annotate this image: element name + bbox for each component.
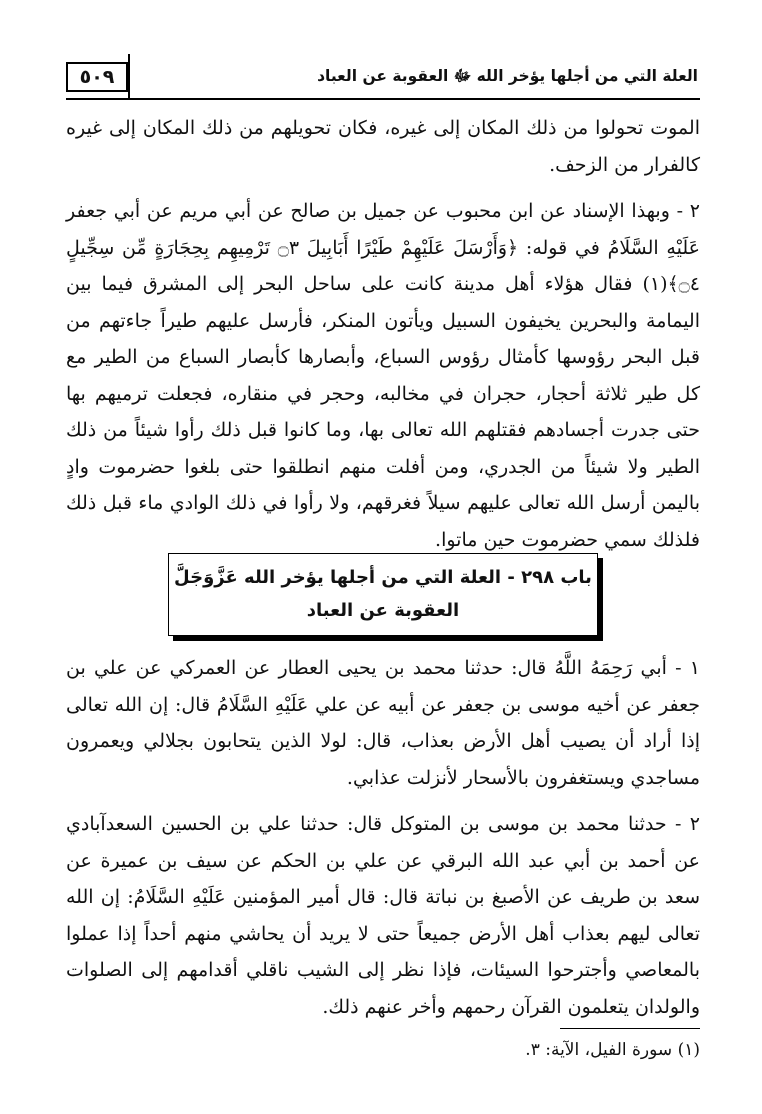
paragraph-hadith-2b: ٢ - حدثنا محمد بن موسى بن المتوكل قال: حدثنا علي بن الحسين السعدآبادي عن أحمد بن أبي عبد الله البرقي عن علي بن الحكم عن سيف بن عميرة عن سعد بن طريف عن الأصبغ بن نباتة قال: قال أمير المؤمنين عَلَيْهِ السَّلَامُ: إن الله تعالى ليهم بعذاب أهل الأرض جميعاً حتى لا يريد أن يحاشي منهم أحداً إذا عملوا بالمعاصي وأجترحوا السيئات، فإذا نظر إلى الشيب ناقلي أقدامهم إلى الصلوات والولدان يتعلمون القرآن رحمهم وأخر عنهم ذلك. (66, 813, 700, 1018)
footnote-divider (560, 1028, 700, 1029)
top-text-block (66, 110, 700, 558)
header-separator (128, 54, 130, 98)
chapter-heading-line-1: باب ٢٩٨ - العلة التي من أجلها يؤخر الله عَزَّوَجَلَّ (174, 567, 592, 588)
running-title: العلة التي من أجلها يؤخر الله ﷻ العقوبة عن العباد (317, 67, 698, 85)
footnote: (١) سورة الفيل، الآية: ٣. (525, 1040, 700, 1060)
chapter-heading-box (168, 553, 598, 636)
page-header (66, 50, 700, 100)
paragraph-continuation: الموت تحولوا من ذلك المكان إلى غيره، فكان تحويلهم من ذلك المكان إلى غيره كالفرار من الزحف. (66, 117, 700, 176)
chapter-heading-line-2: العقوبة عن العباد (306, 600, 460, 621)
page-number: ٥٠٩ (66, 62, 128, 92)
bottom-text-block (66, 650, 700, 1025)
paragraph-hadith-1: ١ - أبي رَحِمَهُ اللَّهُ قال: حدثنا محمد بن يحيى العطار عن العمركي عن علي بن جعفر عن أخيه موسى بن جعفر عن أبيه عن علي عَلَيْهِ السَّلَامُ قال: إن الله تعالى إذا أراد أن يصيب أهل الأرض بعذاب، قال: لولا الذين يتحابون بجلالي ويعمرون مساجدي ويستغفرون بالأسحار لأنزلت عذابي. (66, 657, 700, 789)
paragraph-hadith-2: ٢ - وبهذا الإسناد عن ابن محبوب عن جميل بن صالح عن أبي مريم عن أبي جعفر عَلَيْهِ السَّلَامُ في قوله: ﴿وَأَرْسَلَ عَلَيْهِمْ طَيْرًا أَبَابِيلَ ۝٣ تَرْمِيهِم بِحِجَارَةٍ مِّن سِجِّيلٍ ۝٤﴾(١) فقال هؤلاء أهل مدينة كانت على ساحل البحر إلى المشرق فيما بين اليمامة والبحرين يخيفون السبيل ويأتون المنكر، فأرسل عليهم طيراً جاءتهم من قبل البحر رؤوسها كأمثال رؤوس السباع، وأبصارها كأبصار السباع من الطير مع كل طير ثلاثة أحجار، حجران في مخالبه، وحجر في منقاره، فجعلت ترميهم بها حتى جدرت أجسادهم فقتلهم الله تعالى بها، وما كانوا قبل ذلك رأوا شيئاً من ذلك الطير ولا شيئاً من الجدري، ومن أفلت منهم انطلقوا حتى بلغوا حضرموت وادٍ باليمن أرسل الله تعالى عليهم سيلاً فغرقهم، ولا رأوا في ذلك الوادي ماء قبل ذلك فلذلك سمي حضرموت حين ماتوا. (66, 200, 700, 551)
